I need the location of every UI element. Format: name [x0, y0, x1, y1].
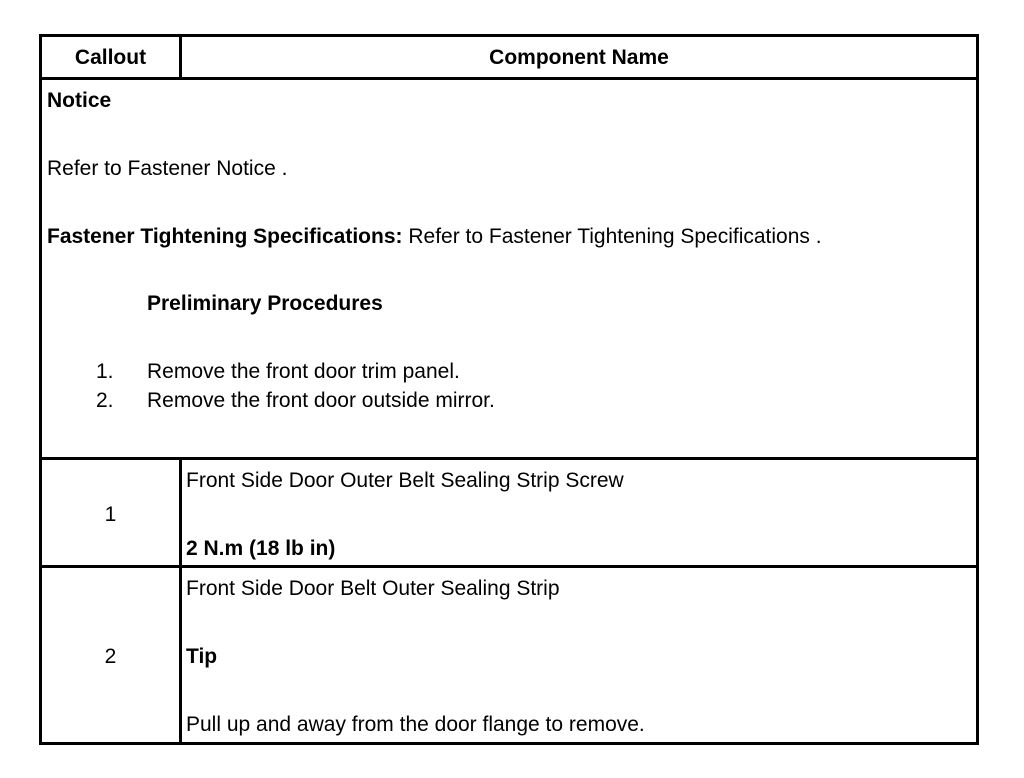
step-text: Remove the front door trim panel.: [147, 360, 460, 383]
fastener-spec-text: Refer to Fastener Tightening Specifications .: [402, 225, 822, 248]
step-number: 1.: [96, 360, 114, 383]
callout-number: 2: [104, 645, 117, 668]
fastener-spec-line: [47, 225, 822, 249]
component-name-column-header: Component Name: [489, 46, 669, 69]
column-divider-header: [179, 37, 182, 77]
fastener-spec-label: Fastener Tightening Specifications:: [47, 225, 403, 248]
torque-spec: 2 N.m (18 lb in): [186, 537, 336, 560]
component-name: Front Side Door Outer Belt Sealing Strip Screw: [186, 469, 624, 492]
component-table: [39, 34, 979, 745]
header-divider: [42, 77, 976, 80]
notice-title: Notice: [47, 89, 112, 112]
tip-label: Tip: [186, 645, 218, 668]
notice-refer-text: Refer to Fastener Notice .: [47, 157, 288, 180]
component-name: Front Side Door Belt Outer Sealing Strip: [186, 577, 560, 600]
notice-divider: [42, 457, 976, 460]
row-divider: [42, 565, 976, 568]
step-text: Remove the front door outside mirror.: [147, 389, 495, 412]
preliminary-title: Preliminary Procedures: [147, 292, 383, 315]
step-number: 2.: [96, 389, 114, 412]
tip-text: Pull up and away from the door flange to remove.: [186, 713, 645, 736]
callout-number: 1: [104, 503, 117, 526]
column-divider-body: [179, 457, 182, 745]
callout-column-header: Callout: [74, 46, 147, 69]
